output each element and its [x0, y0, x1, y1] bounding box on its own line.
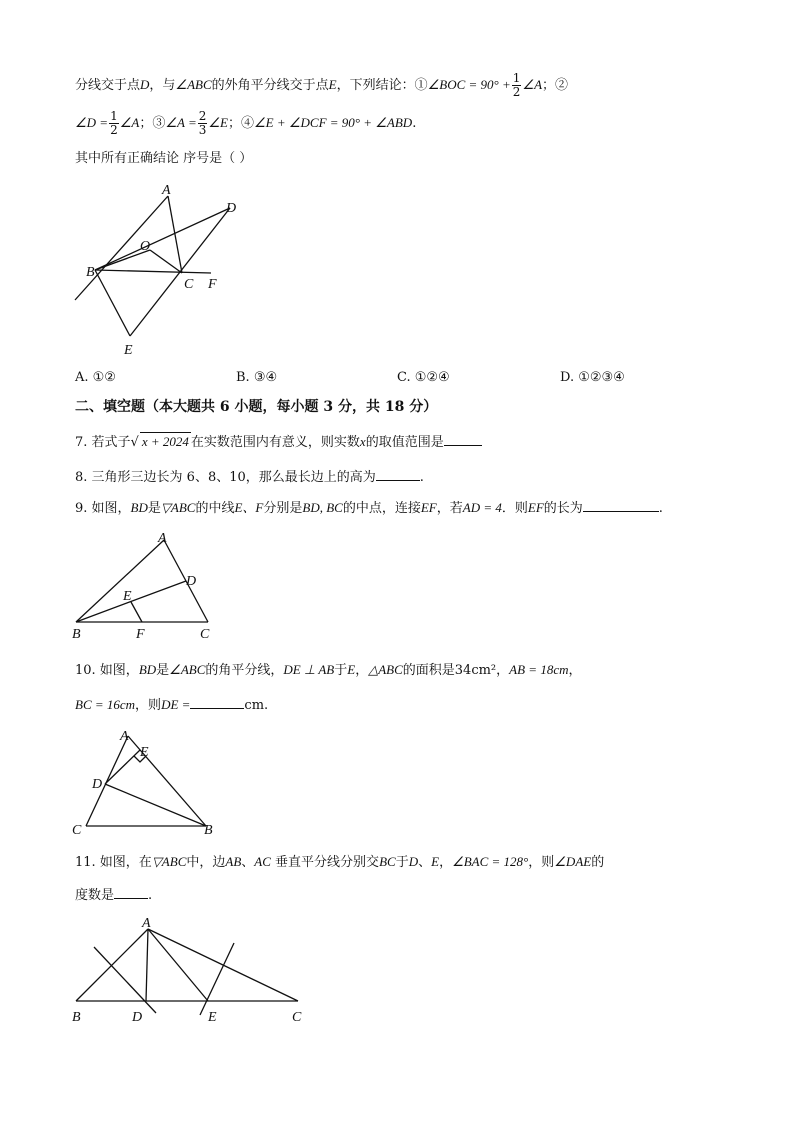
- q9-figure: [68, 530, 228, 645]
- q6-figure: [70, 178, 250, 358]
- label-c: C: [72, 823, 82, 838]
- line-be: [95, 270, 130, 336]
- choice-b[interactable]: B. ③④: [236, 370, 278, 385]
- label-f: F: [136, 627, 145, 642]
- label-b: B: [86, 265, 95, 280]
- fraction-one-half-2: $\frac{1}{2}$: [110, 109, 118, 137]
- line-ac: [168, 196, 182, 273]
- label-b: B: [204, 823, 213, 838]
- sqrt-sign: √: [130, 435, 139, 450]
- question-10-line-2: BC = 16cm，则DE = cm.: [75, 697, 269, 713]
- line-bf: [95, 270, 211, 273]
- bisector-bd: [105, 784, 206, 826]
- side-ab: [76, 540, 164, 622]
- label-b: B: [72, 627, 81, 642]
- label-c: C: [200, 627, 210, 642]
- line-ab-extended: [75, 196, 168, 300]
- label-e: E: [208, 1010, 217, 1025]
- question-9: 9. 如图，BD是▽ABC的中线E、F分别是BD, BC的中点，连接EF，若AD = 4．则EF的长为 .: [75, 500, 663, 516]
- question-7: 7. 若式子√ x + 2024 在实数范围内有意义，则实数x的取值范围是: [75, 432, 482, 452]
- section-2-heading: 二、填空题（本大题共 6 小题，每小题 3 分，共 18 分）: [75, 399, 438, 415]
- label-c: C: [184, 277, 194, 292]
- side-ab: [76, 929, 148, 1001]
- label-d: D: [226, 201, 237, 216]
- answer-blank[interactable]: [114, 886, 148, 899]
- label-f: F: [208, 277, 217, 292]
- q6-line-2: ∠D = $\frac{1}{2}$ ∠A；③∠A = $\frac{2}{3}$ ∠E；④∠E + ∠DCF = 90° + ∠ABD.: [75, 109, 417, 137]
- answer-blank[interactable]: [190, 696, 244, 709]
- line-bd: [95, 208, 230, 270]
- perp-bisector-ac: [200, 943, 234, 1015]
- label-a: A: [120, 729, 129, 744]
- label-e: E: [123, 589, 132, 604]
- choice-c[interactable]: C. ①②④: [397, 370, 450, 385]
- label-a: A: [162, 183, 171, 198]
- question-8: 8. 三角形三边长为 6、8、10，那么最长边上的高为 .: [75, 470, 424, 485]
- line-oc: [150, 250, 182, 273]
- fraction-two-thirds: $\frac{2}{3}$: [198, 109, 207, 137]
- q6-line-1: 分线交于点D，与∠ABC的外角平分线交于点E，下列结论：①∠BOC = 90° + $\frac{1}{2}$ ∠A；②: [75, 71, 569, 99]
- q10-figure: [68, 726, 228, 841]
- q11-figure: [68, 915, 318, 1030]
- fraction-one-half: $\frac{1}{2}$: [512, 71, 521, 99]
- perp-de: [105, 750, 140, 784]
- choice-d[interactable]: D. ①②③④: [560, 370, 625, 385]
- label-a: A: [142, 916, 151, 931]
- label-c: C: [292, 1010, 302, 1025]
- label-a: A: [158, 531, 167, 546]
- label-d: D: [132, 1010, 143, 1025]
- q6-line-3: 其中所有正确结论 序号是（ ）: [75, 151, 253, 166]
- segment-ef: [131, 602, 142, 622]
- label-b: B: [72, 1010, 81, 1025]
- label-e: E: [124, 343, 133, 358]
- question-11-line-1: 11. 如图，在▽ABC中，边AB、AC 垂直平分线分别交BC于D、E，∠BAC = 128°，则∠DAE的: [75, 854, 605, 870]
- segment-ae: [148, 929, 208, 1001]
- answer-blank[interactable]: [444, 433, 482, 446]
- label-e: E: [140, 745, 149, 760]
- label-d: D: [92, 777, 103, 792]
- question-10-line-1: 10. 如图，BD是∠ABC的角平分线，DE ⊥ AB于E，△ABC的面积是34cm²，AB = 18cm，: [75, 662, 582, 678]
- answer-blank[interactable]: [583, 499, 659, 512]
- label-d: D: [186, 574, 197, 589]
- answer-blank[interactable]: [376, 468, 420, 481]
- choice-a[interactable]: A. ①②: [75, 370, 116, 385]
- label-o: O: [140, 239, 151, 254]
- question-11-line-2: 度数是 .: [75, 888, 153, 903]
- segment-ad: [146, 929, 148, 1001]
